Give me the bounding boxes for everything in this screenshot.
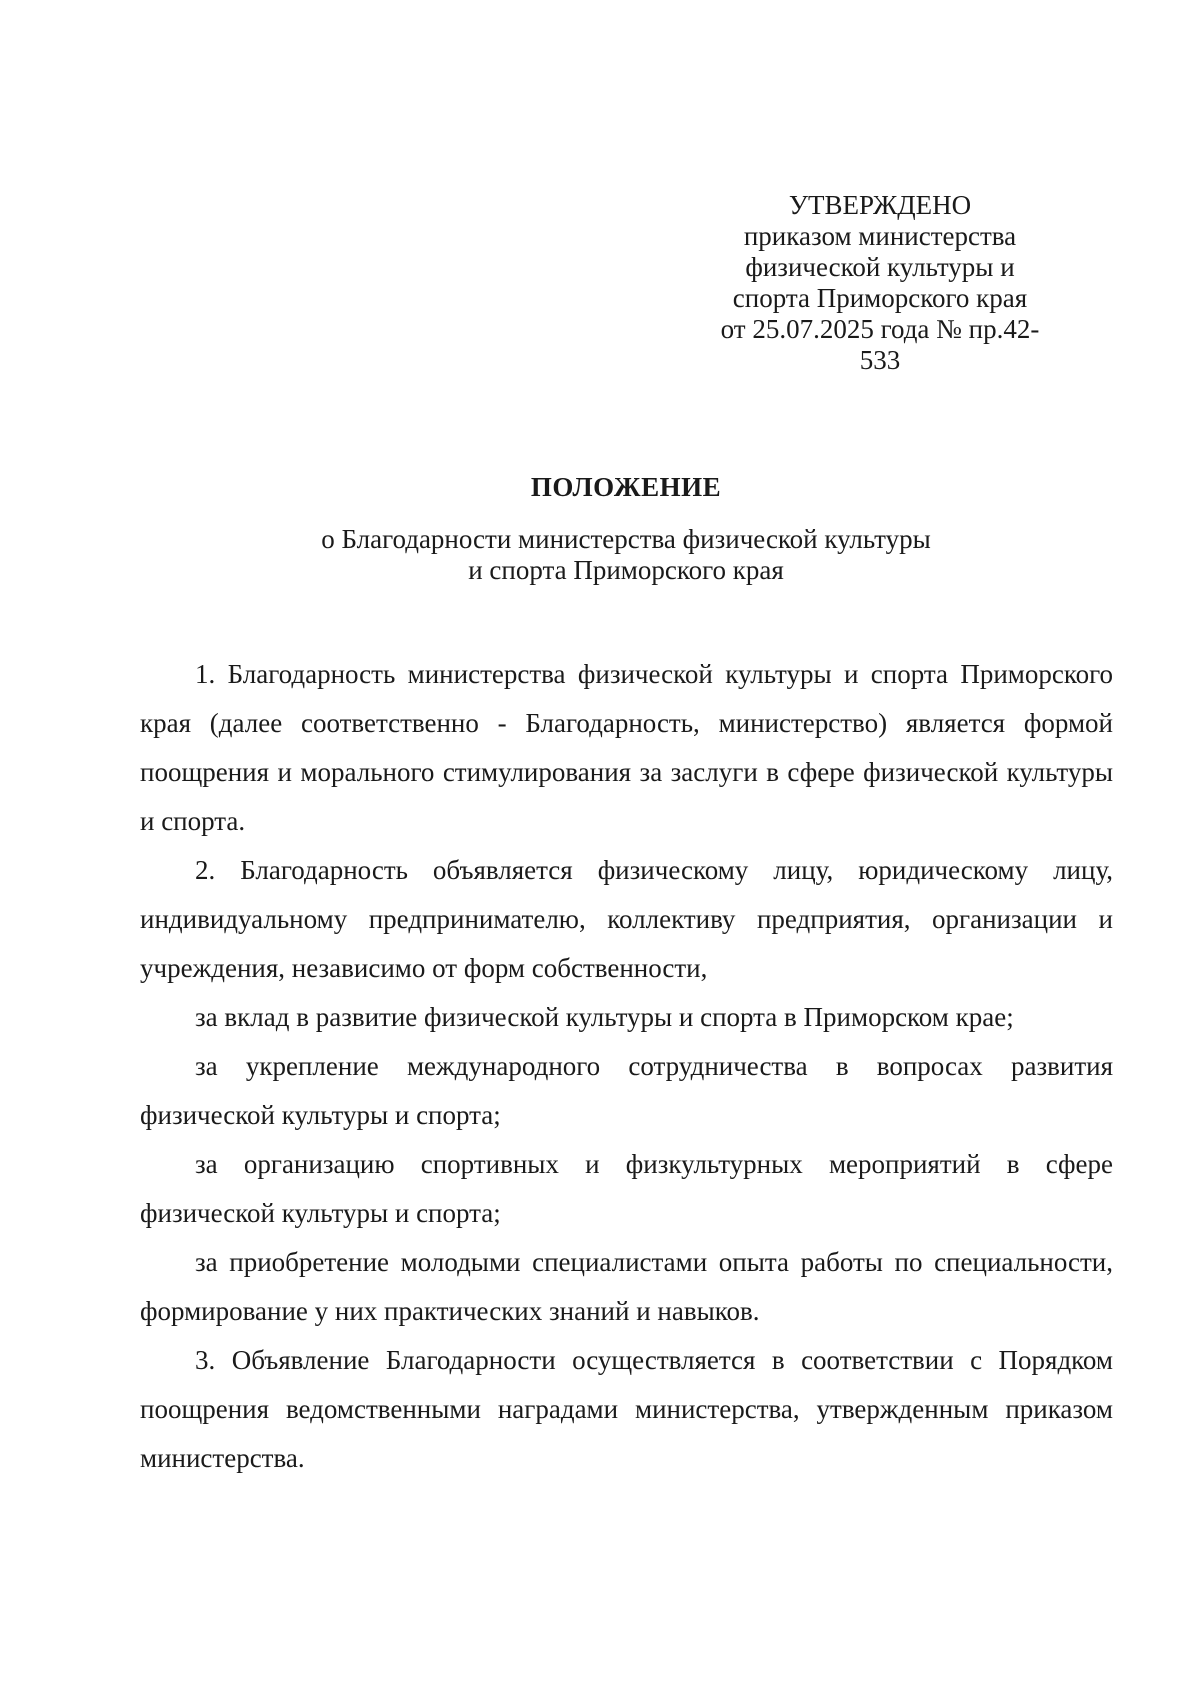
subtitle-line: о Благодарности министерства физической культуры bbox=[321, 524, 931, 554]
approval-line: спорта Приморского края bbox=[732, 283, 1028, 313]
approval-heading: УТВЕРЖДЕНО bbox=[788, 190, 972, 220]
paragraph-2-item-4: за приобретение молодыми специалистами опыта работы по специальности, формирование у них практических знаний и навыков. bbox=[140, 1247, 1113, 1326]
document-body bbox=[140, 650, 1113, 1483]
paragraph-3: 3. Объявление Благодарности осуществляется в соответствии с Порядком поощрения ведомственными наградами министерства, утвержденным приказом министерства. bbox=[140, 1345, 1113, 1473]
approval-line: приказом министерства bbox=[743, 221, 1017, 251]
paragraph-2-item-1: за вклад в развитие физической культуры и спорта в Приморском крае; bbox=[195, 1002, 1014, 1032]
approval-order-number-cont: 533 bbox=[859, 345, 901, 375]
document-title: ПОЛОЖЕНИЕ bbox=[530, 472, 722, 502]
paragraph-1: 1. Благодарность министерства физической культуры и спорта Приморского края (далее соответственно - Благодарность, министерство) является формой поощрения и морального стимулирования за заслуги в сфере физической культуры и спорта. bbox=[140, 659, 1113, 836]
paragraph-2-item-3: за организацию спортивных и физкультурных мероприятий в сфере физической культуры и спорта; bbox=[140, 1149, 1113, 1228]
subtitle-line: и спорта Приморского края bbox=[468, 555, 784, 585]
approval-stamp-block bbox=[680, 190, 1080, 376]
approval-line: физической культуры и bbox=[745, 252, 1015, 282]
document-subtitle bbox=[0, 524, 1200, 586]
approval-order-number: от 25.07.2025 года № пр.42- bbox=[720, 314, 1040, 344]
paragraph-2-item-2: за укрепление международного сотрудничества в вопросах развития физической культуры и спорта; bbox=[140, 1051, 1113, 1130]
paragraph-2: 2. Благодарность объявляется физическому лицу, юридическому лицу, индивидуальному предпринимателю, коллективу предприятия, организации и учреждения, независимо от форм собственности, bbox=[140, 855, 1113, 983]
